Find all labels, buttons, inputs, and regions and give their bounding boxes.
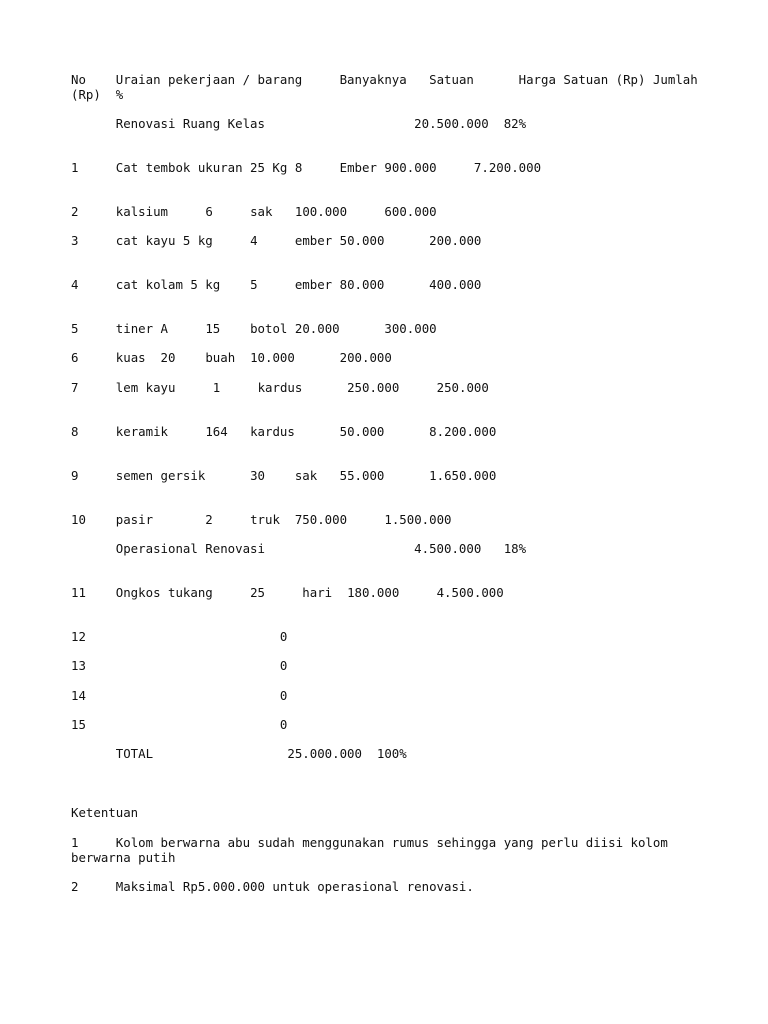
row-unit: ember [294, 277, 333, 292]
ketentuan-item-text: Kolom berwarna abu sudah menggunakan rumus sehingga yang perlu diisi kolom berwarna putih [71, 835, 668, 865]
row-price: 50.000 [339, 233, 385, 248]
total-row [71, 746, 407, 761]
table-row [71, 512, 452, 527]
row-price: 80.000 [339, 277, 385, 292]
row-item: lem kayu [115, 380, 176, 395]
total-amount: 25.000.000 [287, 746, 362, 761]
row-price: 250.000 [347, 380, 400, 395]
total-percent: 100% [376, 746, 407, 761]
total-label: TOTAL [115, 746, 154, 761]
row-total: 1.500.000 [384, 512, 452, 527]
section-amount: 20.500.000 [414, 116, 489, 131]
row-no: 6 [71, 350, 79, 365]
section-title: Operasional Renovasi [115, 541, 265, 556]
row-unit: Ember [339, 160, 377, 175]
row-price: 55.000 [339, 468, 385, 483]
ketentuan-item-no: 1 [71, 835, 79, 850]
row-qty: 30 [250, 468, 265, 483]
header-harga: Harga Satuan (Rp) [518, 72, 646, 87]
row-total: 400.000 [429, 277, 482, 292]
row-price: 10.000 [250, 350, 295, 365]
table-row [71, 629, 287, 644]
row-no: 4 [71, 277, 79, 292]
row-total: 4.500.000 [436, 585, 504, 600]
row-unit: botol [250, 321, 288, 336]
ketentuan-item [71, 835, 701, 865]
header-uraian: Uraian pekerjaan / barang [115, 72, 303, 87]
table-row [71, 468, 496, 483]
row-unit: kardus [257, 380, 303, 395]
row-no: 5 [71, 321, 79, 336]
row-no: 1 [71, 160, 79, 175]
row-unit: sak [294, 468, 318, 483]
row-total: 1.650.000 [429, 468, 497, 483]
ketentuan-item-no: 2 [71, 879, 79, 894]
row-no: 10 [71, 512, 86, 527]
table-row [71, 688, 287, 703]
section-amount: 4.500.000 [414, 541, 482, 556]
table-row [71, 277, 481, 292]
row-unit: buah [205, 350, 236, 365]
row-qty: 25 [250, 585, 265, 600]
row-qty: 15 [205, 321, 221, 336]
row-total: 0 [279, 658, 288, 673]
row-item: cat kayu 5 kg [115, 233, 213, 248]
row-item: pasir [115, 512, 154, 527]
row-price: 100.000 [294, 204, 348, 219]
ketentuan-title: Ketentuan [71, 805, 139, 820]
row-total: 0 [279, 717, 288, 732]
table-row [71, 321, 437, 336]
row-unit: truk [250, 512, 280, 527]
ketentuan-item-text: Maksimal Rp5.000.000 untuk operasional renovasi. [115, 879, 474, 894]
row-no: 9 [71, 468, 79, 483]
row-no: 12 [71, 629, 86, 644]
table-row [71, 204, 437, 219]
row-item: Ongkos tukang [115, 585, 213, 600]
row-no: 3 [71, 233, 79, 248]
row-qty: 2 [205, 512, 213, 527]
table-row [71, 380, 489, 395]
table-row [71, 585, 504, 600]
row-total: 200.000 [429, 233, 482, 248]
row-total: 0 [279, 688, 288, 703]
row-price: 180.000 [347, 585, 400, 600]
table-row [71, 717, 287, 732]
row-no: 13 [71, 658, 86, 673]
table-row [71, 658, 287, 673]
row-total: 0 [279, 629, 288, 644]
row-qty: 8 [294, 160, 303, 175]
row-qty: 20 [160, 350, 176, 365]
row-no: 2 [71, 204, 79, 219]
table-row [71, 424, 496, 439]
row-total: 250.000 [436, 380, 489, 395]
table-row [71, 233, 481, 248]
row-item: tiner A [115, 321, 168, 336]
row-price: 750.000 [294, 512, 348, 527]
header-banyaknya: Banyaknya [339, 72, 407, 87]
row-qty: 164 [205, 424, 228, 439]
header-jumlah: Jumlah [652, 72, 698, 87]
header-persen: % [115, 87, 124, 102]
row-price: 900.000 [384, 160, 437, 175]
section-percent: 82% [503, 116, 527, 131]
row-total: 8.200.000 [429, 424, 497, 439]
row-unit: kardus [250, 424, 295, 439]
ketentuan-item [71, 879, 474, 894]
table-header-continued [71, 87, 123, 102]
section-renovasi [71, 116, 526, 131]
row-item: kalsium [115, 204, 168, 219]
row-no: 11 [71, 585, 86, 600]
section-percent: 18% [503, 541, 527, 556]
row-no: 7 [71, 380, 79, 395]
row-qty: 4 [250, 233, 258, 248]
row-item: semen gersik [115, 468, 206, 483]
row-price: 20.000 [294, 321, 340, 336]
row-total: 600.000 [384, 204, 437, 219]
header-no: No [71, 72, 86, 87]
row-total: 200.000 [339, 350, 392, 365]
row-item: cat kolam 5 kg [115, 277, 221, 292]
table-row [71, 350, 392, 365]
header-satuan: Satuan [429, 72, 474, 87]
row-unit: hari [302, 585, 333, 600]
row-unit: sak [250, 204, 273, 219]
row-total: 300.000 [384, 321, 437, 336]
row-price: 50.000 [339, 424, 385, 439]
row-qty: 1 [212, 380, 221, 395]
row-qty: 5 [250, 277, 258, 292]
row-no: 15 [71, 717, 86, 732]
row-total: 7.200.000 [473, 160, 542, 175]
document-body [71, 0, 711, 894]
row-unit: ember [294, 233, 333, 248]
row-no: 14 [71, 688, 86, 703]
section-title: Renovasi Ruang Kelas [115, 116, 265, 131]
row-no: 8 [71, 424, 79, 439]
table-header [71, 72, 698, 87]
row-item: kuas [115, 350, 146, 365]
table-row [71, 160, 541, 175]
row-item: Cat tembok ukuran 25 Kg [115, 160, 288, 175]
row-item: keramik [115, 424, 168, 439]
row-qty: 6 [205, 204, 213, 219]
header-jumlah-unit: (Rp) [71, 87, 101, 102]
section-operasional [71, 541, 526, 556]
